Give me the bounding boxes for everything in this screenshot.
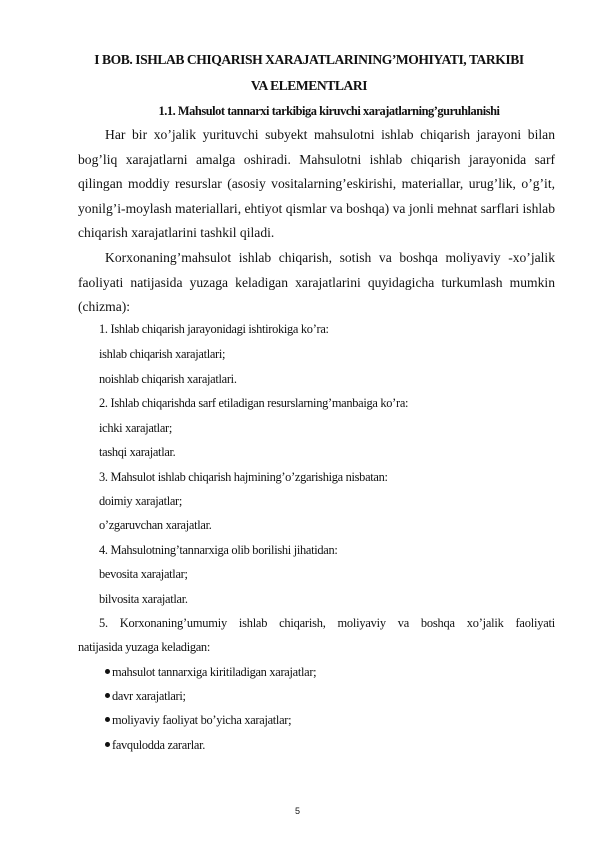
list-item: tashqi xarajatlar. [99,445,176,459]
chapter-title-line-1: I BOB. ISHLAB CHIQARISH XARAJATLARINING’MOHIYATI, TARKIBI [94,52,524,67]
bullet-dot-icon [105,693,110,698]
list-item: ishlab chiqarish xarajatlari; [99,347,226,361]
bullet-item: moliyaviy faoliyat bo’yicha xarajatlar; [105,713,291,728]
list-item: bevosita xarajatlar; [99,567,188,581]
list-item: ichki xarajatlar; [99,421,172,435]
bullet-dot-icon [105,742,110,747]
list-item: 3. Mahsulot ishlab chiqarish hajmining’o’zgarishiga nisbatan: [99,470,388,484]
list-item: 1. Ishlab chiqarish jarayonidagi ishtirokiga ko’ra: [99,322,329,336]
bullet-item: favqulodda zararlar. [105,738,205,753]
list-item: noishlab chiqarish xarajatlari. [99,372,237,386]
page-number: 5 [294,806,300,816]
bullet-dot-icon [105,717,110,722]
list-item: bilvosita xarajatlar. [99,592,188,606]
list-item: o’zgaruvchan xarajatlar. [99,518,212,532]
list-item: doimiy xarajatlar; [99,494,183,508]
chapter-title-line-2: VA ELEMENTLARI [250,78,368,93]
list-item-5-line-1: 5. Korxonaning’umumiy ishlab chiqarish, moliyaviy va boshqa xo’jalik faoliyati [99,616,555,630]
list-item: 4. Mahsulotning’tannarxiga olib borilishi jihatidan: [99,543,338,557]
list-item: 2. Ishlab chiqarishda sarf etiladigan resurslarning’manbaiga ko’ra: [99,396,409,410]
list-item-5-line-2: natijasida yuzaga keladigan: [78,640,210,654]
bullet-dot-icon [105,669,110,674]
paragraph-1: Har bir xo’jalik yurituvchi subyekt mahsulotni ishlab chiqarish jarayoni bilan bog’liq xarajatlarni amalga oshiradi. Mahsulotni ishlab chiqarish jarayonida sarf qilingan moddiy resurslar (asosiy vositalarning’eskirishi, materiallar, urug’lik, o’g’it, yonilg’i-moylash materiallari, ehtiyot qismlar va boshqa) va jonli mehnat sarflari ishlab chiqarish xarajatlarini tashkil qiladi. [78,127,555,241]
bullet-item: davr xarajatlari; [105,689,186,704]
bullet-item: mahsulot tannarxiga kiritiladigan xarajatlar; [105,665,316,680]
paragraph-2: Korxonaning’mahsulot ishlab chiqarish, sotish va boshqa moliyaviy -xo’jalik faoliyati natijasida yuzaga keladigan xarajatlarini quyidagicha turkumlash mumkin (chizma): [78,250,555,315]
section-title: 1.1. Mahsulot tannarxi tarkibiga kiruvchi xarajatlarning’guruhlanishi [158,104,500,118]
